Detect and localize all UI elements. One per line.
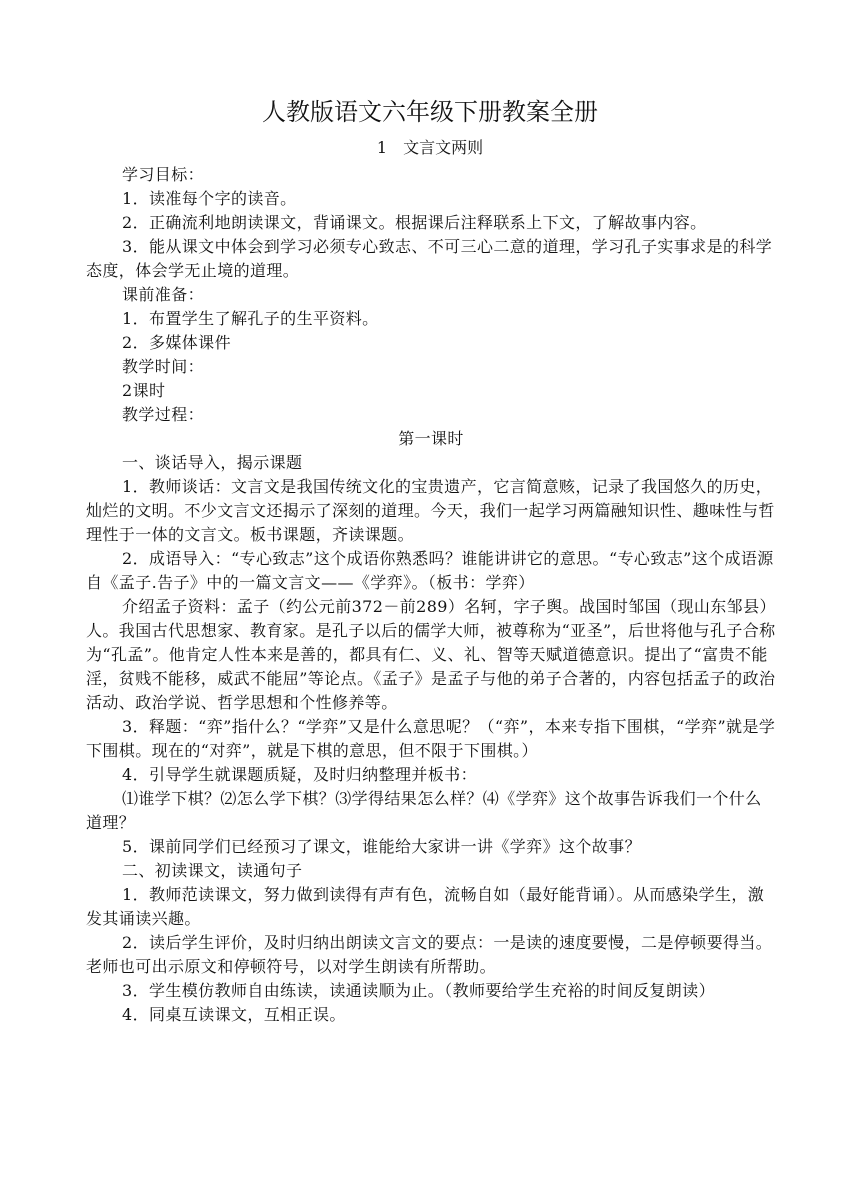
paragraph: 介绍孟子资料：孟子（约公元前372－前289）名轲，字子舆。战国时邹国（现山东邹县）人。我国古代思想家、教育家。是孔子以后的儒学大师，被尊称为“亚圣”，后世将他与孔子合称为“孔孟”。他肯定人性本来是善的，都具有仁、义、礼、智等天赋道德意识。提出了“富贵不能淫，贫贱不能移，威武不能屈”等论点。《孟子》是孟子与他的弟子合著的，内容包括孟子的政治活动、政治学说、哲学思想和个性修养等。 <box>86 597 776 712</box>
paragraph: 1．教师谈话：文言文是我国传统文化的宝贵遗产，它言简意赅，记录了我国悠久的历史，灿烂的文明。不少文言文还揭示了深刻的道理。今天，我们一起学习两篇融知识性、趣味性与哲理性于一体的文言文。板书课题，齐读课题。 <box>86 477 775 544</box>
lesson-subtitle: 1 文言文两则 <box>376 138 484 157</box>
paragraph: 2．读后学生评价，及时归纳出朗读文言文的要点：一是读的速度要慢，二是停顿要得当。老师也可出示原文和停顿符号，以对学生朗读有所帮助。 <box>86 933 773 976</box>
section-heading: 教学时间： <box>122 357 205 376</box>
paragraph: 3．释题：“弈”指什么？“学弈”又是什么意思呢？（“弈”，本来专指下围棋，“学弈”就是学下围棋。现在的“对弈”，就是下棋的意思，但不限于下围棋。） <box>86 717 776 760</box>
paragraph: 3．学生模仿教师自由练读，读通读顺为止。（教师要给学生充裕的时间反复朗读） <box>122 981 715 1000</box>
paragraph: 2．正确流利地朗读课文，背诵课文。根据课后注释联系上下文，了解故事内容。 <box>122 213 707 232</box>
paragraph: 2课时 <box>122 381 166 400</box>
paragraph: 1．教师范读课文，努力做到读得有声有色，流畅自如（最好能背诵）。从而感染学生，激发其诵读兴趣。 <box>86 885 765 928</box>
document-title: 人教版语文六年级下册教案全册 <box>262 98 598 126</box>
paragraph: 1．读准每个字的读音。 <box>122 189 297 208</box>
section-heading: 教学过程： <box>122 405 205 424</box>
section-heading: 一、谈话导入，揭示课题 <box>122 453 303 472</box>
document-body <box>86 163 776 1027</box>
paragraph: 1．布置学生了解孔子的生平资料。 <box>122 309 379 328</box>
lesson-period-heading: 第一课时 <box>398 429 464 448</box>
paragraph: 2．成语导入：“专心致志”这个成语你熟悉吗？谁能讲讲它的意思。“专心致志”这个成语源自《孟子.告子》中的一篇文言文——《学弈》。（板书：学弈） <box>86 549 774 592</box>
section-heading: 二、初读课文，读通句子 <box>122 861 303 880</box>
paragraph: 2．多媒体课件 <box>122 333 231 352</box>
paragraph: 3．能从课文中体会到学习必须专心致志、不可三心二意的道理，学习孔子实事求是的科学态度，体会学无止境的道理。 <box>86 237 773 280</box>
paragraph: 5．课前同学们已经预习了课文，谁能给大家讲一讲《学弈》这个故事？ <box>122 837 641 856</box>
paragraph: ⑴谁学下棋？⑵怎么学下棋？⑶学得结果怎么样？⑷《学弈》这个故事告诉我们一个什么道理？ <box>86 789 762 832</box>
paragraph: 4．引导学生就课题质疑，及时归纳整理并板书： <box>122 765 477 784</box>
section-heading: 课前准备： <box>122 285 205 304</box>
paragraph: 4．同桌互读课文，互相正误。 <box>122 1005 346 1024</box>
section-heading: 学习目标： <box>122 165 205 184</box>
